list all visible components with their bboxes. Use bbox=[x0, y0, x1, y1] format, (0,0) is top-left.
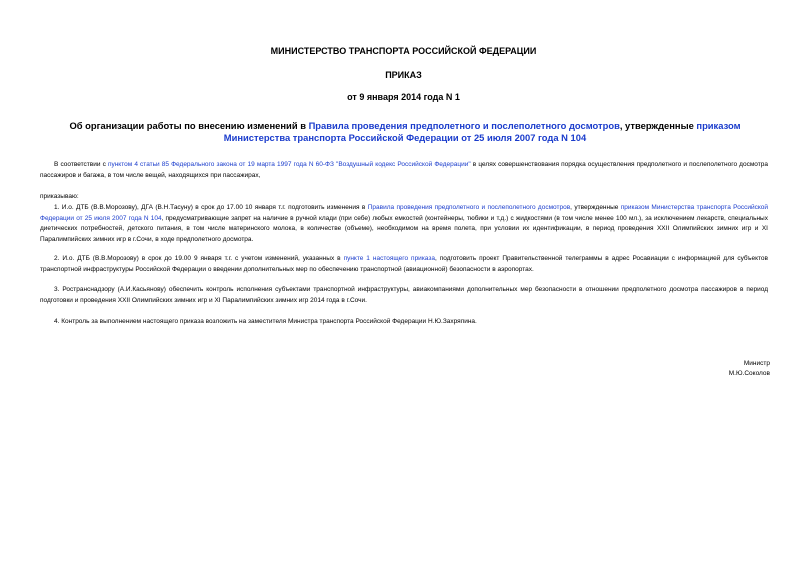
document-title bbox=[60, 120, 750, 144]
title-text-2: , утвержденные bbox=[619, 120, 697, 131]
item-1-text-3: , предусматривающие запрет на наличие в ручной клади (при себе) любых емкостей (контейнеры, тюбики и т.д.) с жидкостями (в том числе менее 100 мл.), за исключением лекарств, специальных диетических потребностей, детского питания, в том числе материнского молока, в количестве (объеме), необходимом на время полета, при условии их идентификации, в период проведения XXII Олимпийских зимних игр и XI Паралимпийских зимних игр в г.Сочи, в ходе предполетного досмотра. bbox=[40, 214, 768, 243]
item-1-paragraph bbox=[40, 203, 768, 245]
ministry-heading: МИНИСТЕРСТВО ТРАНСПОРТА РОССИЙСКОЙ ФЕДЕРАЦИИ bbox=[270, 46, 537, 56]
item-3-paragraph bbox=[40, 285, 768, 306]
item-3-text-1: 3. Ространснадзору (А.И.Касьянову) обеспечить контроль исполнения субъектами транспортной инфраструктуры, авиакомпаниями дополнительных мер безопасности в отношении предполетного досмотра пассажиров в период подготовки и проведения XXII Олимпийских зимних игр и XI Паралимпийских зимних игр 2014 года в г.Сочи. bbox=[40, 286, 768, 304]
item-1-text-2: , утвержденные bbox=[570, 204, 621, 211]
item-4-text-1: 4. Контроль за выполнением настоящего приказа возложить на заместителя Министра транспорта Российской Федерации Н.Ю.Захряпина. bbox=[54, 318, 477, 325]
signature-name: М.Ю.Соколов bbox=[728, 370, 770, 377]
item-2-link-point-1[interactable]: пункте 1 настоящего приказа bbox=[343, 255, 435, 262]
preamble-link-air-code[interactable]: пунктом 4 статьи 85 Федерального закона от 19 марта 1997 года N 60-ФЗ "Воздушный кодекс Российской Федерации" bbox=[107, 161, 471, 168]
item-2-text-1: 2. И.о. ДТБ (В.В.Морозову) в срок до 19.00 9 января т.г. с учетом изменений, указанных в bbox=[54, 255, 344, 262]
order-word: приказываю: bbox=[40, 193, 79, 200]
title-link-order-104[interactable]: приказом Министерства транспорта Российской Федерации от 25 июля 2007 года N 104 bbox=[223, 120, 741, 143]
doc-type-heading: ПРИКАЗ bbox=[385, 70, 422, 80]
item-2-paragraph bbox=[40, 254, 768, 275]
title-link-rules[interactable]: Правила проведения предполетного и послеполетного досмотров bbox=[308, 120, 620, 131]
item-1-link-rules[interactable]: Правила проведения предполетного и послеполетного досмотров bbox=[367, 204, 571, 211]
date-number-heading: от 9 января 2014 года N 1 bbox=[347, 92, 460, 102]
item-4-paragraph bbox=[40, 317, 768, 328]
signature-position: Министр bbox=[743, 360, 770, 367]
item-1-text-1: 1. И.о. ДТБ (В.В.Морозову), ДГА (В.Н.Тасуну) в срок до 17.00 10 января т.г. подготовить изменения в bbox=[54, 204, 368, 211]
preamble-text-2: в целях совершенствования порядка осуществления предполетного и послеполетного досмотра пассажиров и багажа, в том числе вещей, находящихся при пассажирах, bbox=[40, 161, 768, 179]
item-1-link-order-104[interactable]: приказом Министерства транспорта Российской Федерации от 25 июля 2007 года N 104 bbox=[40, 204, 769, 222]
preamble-paragraph bbox=[40, 160, 768, 181]
item-2-text-2: , подготовить проект Правительственной телеграммы в адрес Росавиации с информацией для субъектов транспортной инфраструктуры Российской Федерации о введении дополнительных мер по обеспечению транспортной (авиационной) безопасности в аэропортах. bbox=[40, 255, 768, 273]
title-text-1: Об организации работы по внесению изменений в bbox=[69, 120, 309, 131]
preamble-text-1: В соответствии с bbox=[54, 161, 108, 168]
